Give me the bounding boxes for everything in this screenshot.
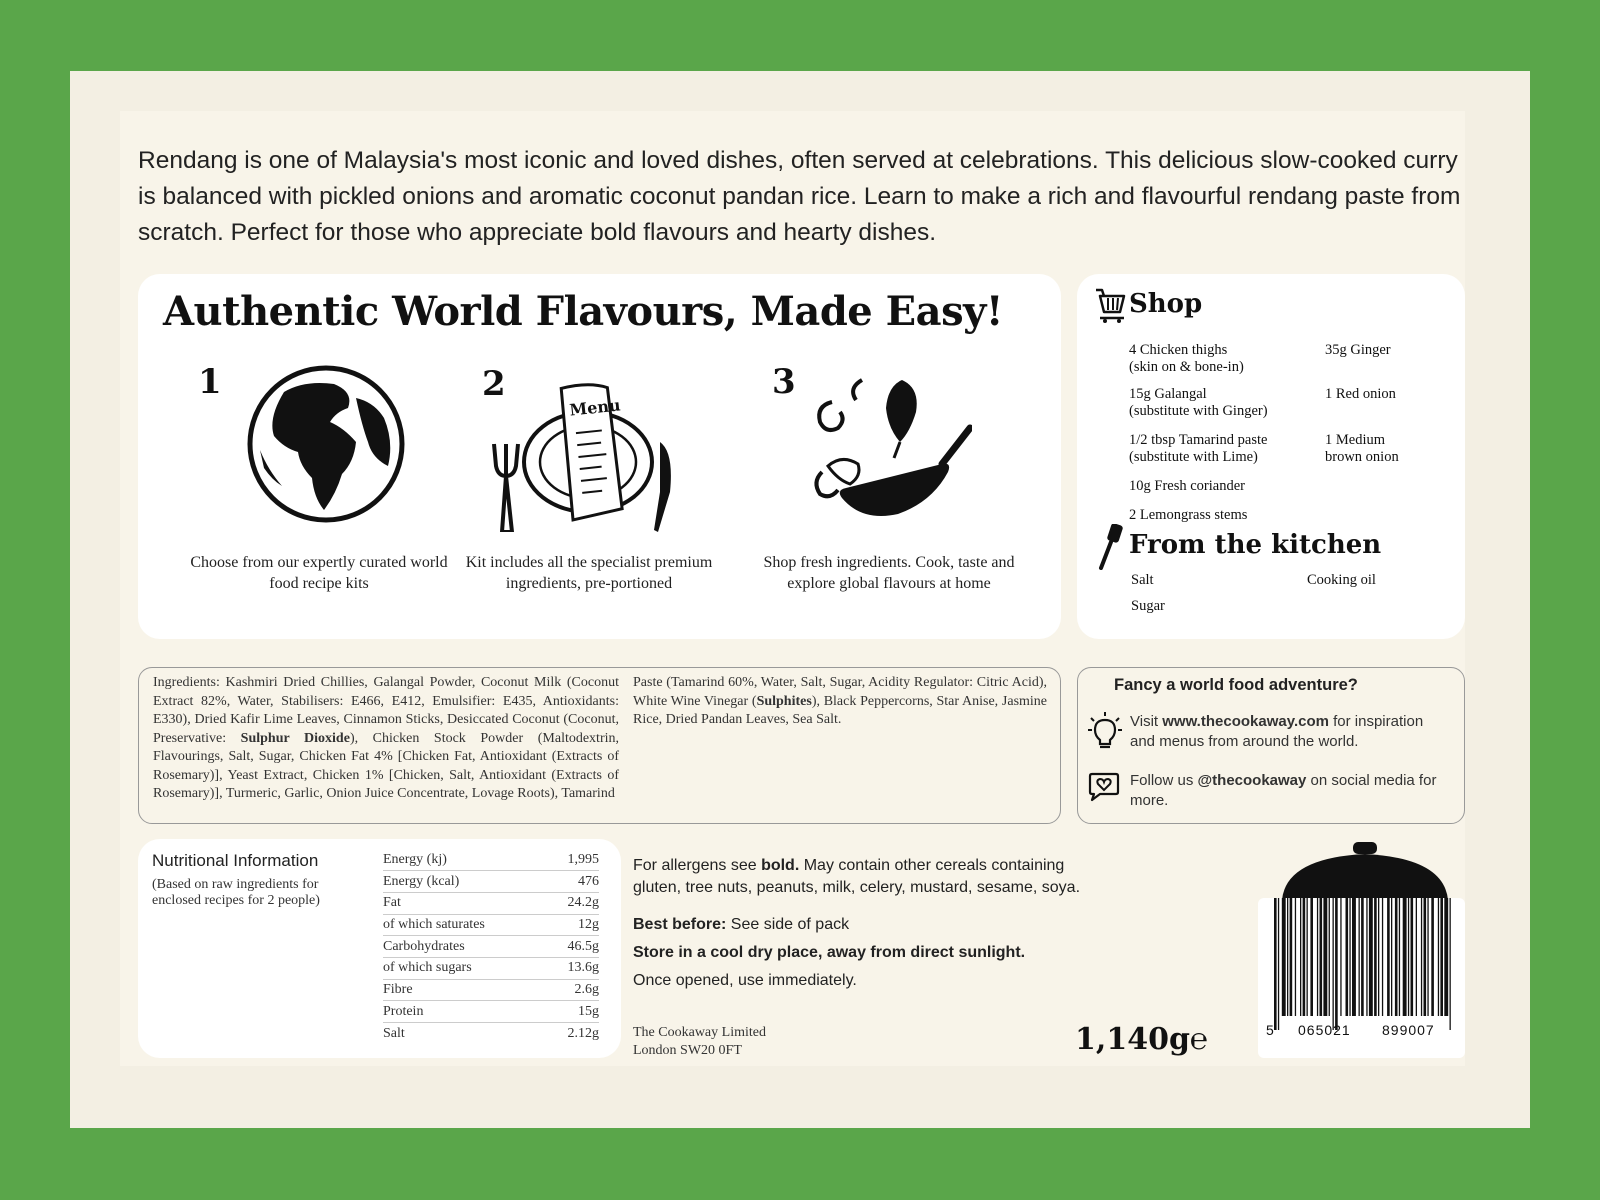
- company-address: The Cookaway Limited London SW20 0FT: [633, 1025, 766, 1058]
- barcode-bar: [1274, 898, 1277, 1030]
- table-row: Fat 24.2g: [383, 892, 599, 914]
- visit-text: Visit www.thecookaway.com for inspiration and menus from around the world.: [1130, 713, 1424, 750]
- shop-item: 4 Chicken thighs (skin on & bone-in): [1129, 342, 1244, 375]
- step-description: Shop fresh ingredients. Cook, taste and explore global flavours at home: [763, 554, 1015, 592]
- barcode-bar: [1421, 898, 1422, 1016]
- barcode-bar: [1300, 898, 1301, 1016]
- shop-item: 1 Red onion: [1325, 386, 1396, 402]
- table-row: Fibre 2.6g: [383, 979, 599, 1001]
- steps-title: Authentic World Flavours, Made Easy!: [163, 288, 1003, 335]
- steps-card: [138, 274, 1061, 639]
- step-number: 1: [198, 362, 222, 402]
- ingredients-column-1: Ingredients: Kashmiri Dried Chillies, Galangal Powder, Coconut Milk (Coconut Extract 82%, Water, Stabilisers: E466, E412, Emulsifier: E435, Antioxidants: E330), Dried Kafir Lime Leaves, Cinnamon Sticks, Desiccated Coconut (Coconut, Preservative: Sulphur Dioxide), Chicken Stock Powder (Maltodextrin, Flavourings, Salt, Sugar, Chicken Fat 4% [Chicken Fat, Antioxidant (Extracts of Rosemary)], Yeast Extract, Chicken 1% [Chicken, Salt, Antioxidant (Extracts of Rosemary)], Turmeric, Garlic, Onion Juice Concentrate, Lovage Roots), Tamarind: [153, 675, 619, 801]
- step-2: [444, 362, 734, 622]
- barcode-bar: [1416, 898, 1417, 1016]
- wok-icon: [802, 372, 972, 532]
- menu-plate-icon: [484, 382, 684, 532]
- shop-item: 10g Fresh coriander: [1129, 478, 1245, 494]
- chat-heart-icon: [1088, 770, 1120, 802]
- barcode-bar: [1278, 898, 1279, 1030]
- barcode-bar: [1340, 898, 1341, 1016]
- barcode-bar: [1349, 898, 1350, 1016]
- barcode-bar: [1310, 898, 1313, 1016]
- shop-card: [1077, 274, 1465, 639]
- barcode-digit-first: 5: [1266, 1022, 1274, 1038]
- social-handle-link[interactable]: @thecookaway: [1197, 772, 1307, 789]
- step-3: [744, 362, 1034, 622]
- shopping-basket-icon: [1094, 288, 1126, 324]
- allergen-text: For allergens see bold. May contain other cereals containing gluten, tree nuts, peanuts, milk, celery, mustard, sesame, soya.: [633, 857, 1081, 896]
- barcode-bar: [1333, 898, 1334, 1030]
- shop-item: 2 Lemongrass stems: [1129, 507, 1248, 523]
- table-row: Protein 15g: [383, 1001, 599, 1023]
- barcode-bar: [1287, 898, 1288, 1016]
- nutrition-table: [383, 849, 599, 1044]
- step-number: 2: [482, 364, 506, 404]
- menu-word: Menu: [568, 395, 622, 420]
- barcode-bar: [1303, 898, 1306, 1016]
- nutrition-subtitle: (Based on raw ingredients for enclosed recipes for 2 people): [152, 877, 320, 908]
- barcode-bar: [1361, 898, 1364, 1016]
- barcode-bar: [1440, 898, 1443, 1016]
- barcode-bar: [1335, 898, 1338, 1030]
- table-row: Energy (kcal) 476: [383, 871, 599, 893]
- barcode-bar: [1395, 898, 1398, 1016]
- intro-text: Rendang is one of Malaysia's most iconic and loved dishes, often served at celebrations. This delicious slow-cooked curry is balanced with pickled onions and aromatic coconut pandan rice. Learn to make a rich and flavourful rendang paste from scratch. Perfect for those who appreciate bold flavours and hearty dishes.: [138, 147, 1461, 246]
- step-number: 3: [772, 362, 796, 402]
- ingredients-column-2: Paste (Tamarind 60%, Water, Salt, Sugar, Acidity Regulator: Citric Acid), White Wine Vinegar (Sulphites), Black Peppercorns, Star Anise, Jasmine Rice, Dried Pandan Leaves, Sea Salt.: [633, 675, 1048, 727]
- follow-text: Follow us @thecookaway on social media for more.: [1130, 772, 1437, 809]
- barcode-bar: [1450, 898, 1451, 1030]
- storage-text: Store in a cool dry place, away from direct sunlight.: [633, 944, 1026, 961]
- table-row: Salt 2.12g: [383, 1025, 599, 1041]
- barcode-digits-right: 899007: [1382, 1022, 1435, 1038]
- table-row: Carbohydrates 46.5g: [383, 936, 599, 958]
- kitchen-item: Salt: [1131, 572, 1154, 588]
- kitchen-item: Cooking oil: [1307, 572, 1376, 588]
- barcode-bar: [1295, 898, 1296, 1016]
- barcode-bar: [1366, 898, 1367, 1016]
- step-1: [174, 362, 464, 622]
- barcode-bar: [1369, 898, 1373, 1016]
- barcode-bar: [1387, 898, 1390, 1016]
- barcode-bar: [1290, 898, 1293, 1016]
- lightbulb-icon: [1088, 712, 1122, 752]
- nutrition-card: [138, 839, 621, 1058]
- best-before-text: Best before: See side of pack: [633, 916, 850, 933]
- opened-text: Once opened, use immediately.: [633, 972, 857, 989]
- barcode-bar: [1382, 898, 1383, 1016]
- barcode-bar: [1431, 898, 1434, 1016]
- shop-item: 1/2 tbsp Tamarind paste (substitute with Lime): [1129, 432, 1268, 465]
- step-description: Kit includes all the specialist premium ingredients, pre-portioned: [465, 554, 713, 592]
- ingredients-box: [138, 667, 1061, 824]
- adventure-box: [1077, 667, 1465, 824]
- shop-item: 35g Ginger: [1325, 342, 1391, 358]
- table-row: of which sugars 13.6g: [383, 957, 599, 979]
- barcode-bar: [1346, 898, 1349, 1016]
- kitchen-title: From the kitchen: [1129, 530, 1382, 560]
- barcode-bar: [1378, 898, 1379, 1016]
- barcode-bar: [1329, 898, 1330, 1016]
- spatula-icon: [1097, 524, 1123, 570]
- globe-icon: [244, 362, 408, 526]
- barcode-bar: [1438, 898, 1439, 1016]
- barcode-bars: [1274, 898, 1456, 1032]
- barcode-bar: [1352, 898, 1356, 1016]
- barcode-bar: [1320, 898, 1323, 1016]
- table-row: of which saturates 12g: [383, 914, 599, 936]
- barcode-bar: [1403, 898, 1407, 1016]
- barcode-bar: [1399, 898, 1400, 1016]
- barcode: [1258, 898, 1465, 1058]
- barcode-bar: [1323, 898, 1327, 1016]
- barcode-bar: [1282, 898, 1286, 1016]
- barcode-digits-left: 065021: [1298, 1022, 1351, 1038]
- barcode-bar: [1391, 898, 1392, 1016]
- shop-item: 1 Medium brown onion: [1325, 432, 1399, 465]
- barcode-bar: [1317, 898, 1318, 1016]
- shop-item: 15g Galangal (substitute with Ginger): [1129, 386, 1268, 419]
- net-weight: 1,140g℮: [1075, 1022, 1208, 1057]
- nutrition-title: Nutritional Information: [152, 851, 319, 870]
- step-description: Choose from our expertly curated world food recipe kits: [190, 554, 448, 592]
- kitchen-item: Sugar: [1131, 598, 1165, 614]
- barcode-bar: [1427, 898, 1428, 1016]
- adventure-title: Fancy a world food adventure?: [1114, 676, 1358, 694]
- barcode-bar: [1411, 898, 1414, 1016]
- pot-lid-icon: [1278, 842, 1452, 902]
- shop-title: Shop: [1129, 289, 1203, 319]
- barcode-bar: [1444, 898, 1448, 1016]
- website-link[interactable]: www.thecookaway.com: [1162, 713, 1329, 730]
- barcode-bar: [1408, 898, 1409, 1016]
- estimated-sign-icon: ℮: [1189, 1022, 1208, 1057]
- barcode-bar: [1307, 898, 1308, 1016]
- barcode-bar: [1359, 898, 1360, 1016]
- barcode-bar: [1424, 898, 1427, 1016]
- table-row: Energy (kj) 1,995: [383, 849, 599, 871]
- barcode-bar: [1374, 898, 1377, 1016]
